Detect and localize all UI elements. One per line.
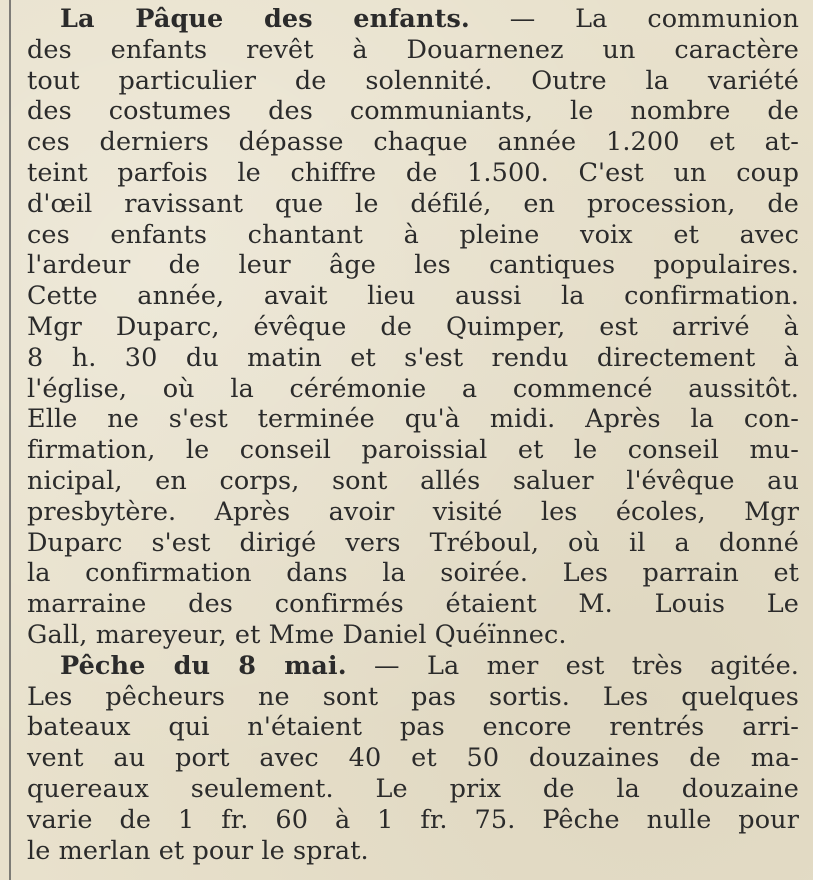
text-line: Cette année, avait lieu aussi la confirmation. — [27, 281, 799, 312]
text-line: firmation, le conseil paroissial et le conseil mu- — [27, 435, 799, 466]
text-line: bateaux qui n'étaient pas encore rentrés arri- — [27, 712, 799, 743]
text-line: Gall, mareyeur, et Mme Daniel Quéïnnec. — [27, 619, 567, 650]
text-line: teint parfois le chiffre de 1.500. C'est un coup — [27, 157, 799, 188]
article-heading: La Pâque des enfants. — [60, 4, 470, 34]
text-line: des enfants revêt à Douarnenez un caractère — [27, 34, 799, 65]
text-line: quereaux seulement. Le prix de la douzaine — [27, 773, 799, 804]
text-line: d'œil ravissant que le défilé, en procession, de — [27, 188, 799, 219]
text-line: ces derniers dépasse chaque année 1.200 et at- — [27, 127, 799, 158]
paragraph-paque-des-enfants — [27, 4, 799, 651]
column-rule — [9, 0, 11, 880]
article-heading: Pêche du 8 mai. — [60, 650, 347, 681]
paragraph-peche-du-8-mai — [27, 651, 799, 867]
text-line: l'église, où la cérémonie a commencé aussitôt. — [27, 373, 799, 404]
text-line: Pêche du 8 mai. — La mer est très agitée. — [60, 650, 799, 681]
text-line: Les pêcheurs ne sont pas sortis. Les quelques — [27, 681, 799, 712]
text-line: Duparc s'est dirigé vers Tréboul, où il a donné — [27, 527, 799, 558]
text-line: Mgr Duparc, évêque de Quimper, est arrivé à — [27, 311, 799, 342]
text-line: l'ardeur de leur âge les cantiques populaires. — [27, 250, 799, 281]
text-line: varie de 1 fr. 60 à 1 fr. 75. Pêche nulle pour — [27, 804, 799, 835]
text-line: presbytère. Après avoir visité les écoles, Mgr — [27, 496, 799, 527]
text-line: le merlan et pour le sprat. — [27, 835, 369, 866]
text-line: tout particulier de solennité. Outre la variété — [27, 65, 799, 96]
text-line: Elle ne s'est terminée qu'à midi. Après la con- — [27, 404, 799, 435]
text-line: marraine des confirmés étaient M. Louis Le — [27, 589, 799, 620]
text-line: 8 h. 30 du matin et s'est rendu directement à — [27, 342, 799, 373]
text-line: vent au port avec 40 et 50 douzaines de ma- — [27, 743, 799, 774]
text-line: la confirmation dans la soirée. Les parrain et — [27, 558, 799, 589]
text-line: ces enfants chantant à pleine voix et avec — [27, 219, 799, 250]
text-line: La Pâque des enfants. — La communion — [60, 4, 799, 34]
text-line: des costumes des communiants, le nombre de — [27, 96, 799, 127]
text-line: nicipal, en corps, sont allés saluer l'évêque au — [27, 465, 799, 496]
